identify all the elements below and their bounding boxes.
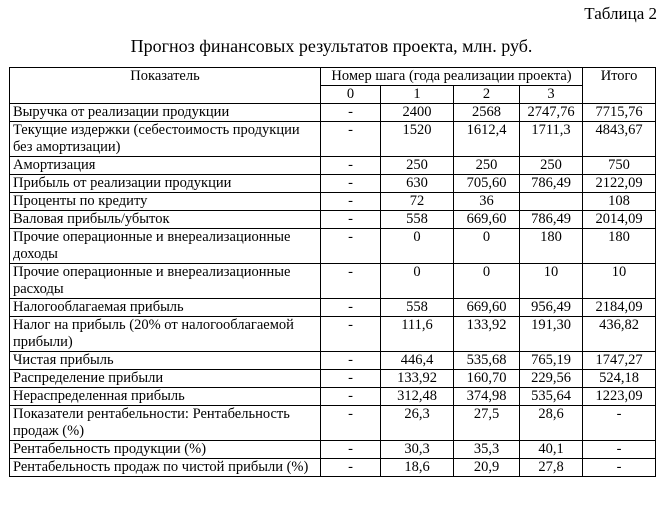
cell-step-1: 133,92 — [381, 370, 454, 388]
cell-step-1: 111,6 — [381, 317, 454, 352]
row-label: Рентабельность продаж по чистой прибыли (%) — [10, 459, 321, 477]
cell-total: 524,18 — [583, 370, 656, 388]
cell-step-1: 18,6 — [381, 459, 454, 477]
header-step-2: 2 — [454, 86, 520, 104]
cell-step-3: 27,8 — [520, 459, 583, 477]
cell-step-0: - — [321, 193, 381, 211]
cell-step-3: 40,1 — [520, 441, 583, 459]
cell-step-3: 765,19 — [520, 352, 583, 370]
cell-step-1: 312,48 — [381, 388, 454, 406]
cell-step-3: 28,6 — [520, 406, 583, 441]
cell-total: - — [583, 441, 656, 459]
cell-step-2: 160,70 — [454, 370, 520, 388]
cell-step-0: - — [321, 104, 381, 122]
row-label: Показатели рентабельности: Рентабельность продаж (%) — [10, 406, 321, 441]
cell-step-0: - — [321, 441, 381, 459]
cell-step-3: 191,30 — [520, 317, 583, 352]
header-step-3: 3 — [520, 86, 583, 104]
cell-total: 108 — [583, 193, 656, 211]
cell-step-0: - — [321, 370, 381, 388]
table-row — [10, 388, 656, 406]
row-label: Налогооблагаемая прибыль — [10, 299, 321, 317]
row-label: Текущие издержки (себестоимость продукции без амортизации) — [10, 122, 321, 157]
cell-step-2: 669,60 — [454, 211, 520, 229]
row-label: Чистая прибыль — [10, 352, 321, 370]
cell-total: 436,82 — [583, 317, 656, 352]
cell-total: 2014,09 — [583, 211, 656, 229]
table-row — [10, 157, 656, 175]
header-indicator: Показатель — [10, 68, 321, 104]
table-row — [10, 441, 656, 459]
cell-step-3 — [520, 193, 583, 211]
cell-step-0: - — [321, 157, 381, 175]
cell-step-3: 10 — [520, 264, 583, 299]
cell-step-0: - — [321, 211, 381, 229]
row-label: Распределение прибыли — [10, 370, 321, 388]
row-label: Прочие операционные и внереализационные доходы — [10, 229, 321, 264]
cell-total: 10 — [583, 264, 656, 299]
cell-step-1: 250 — [381, 157, 454, 175]
cell-step-1: 2400 — [381, 104, 454, 122]
table-row — [10, 229, 656, 264]
header-step-group: Номер шага (года реализации проекта) — [321, 68, 583, 86]
cell-step-1: 630 — [381, 175, 454, 193]
row-label: Амортизация — [10, 157, 321, 175]
cell-step-2: 669,60 — [454, 299, 520, 317]
cell-step-2: 0 — [454, 264, 520, 299]
cell-total: - — [583, 459, 656, 477]
table-row — [10, 406, 656, 441]
cell-step-0: - — [321, 459, 381, 477]
cell-step-1: 446,4 — [381, 352, 454, 370]
cell-step-3: 250 — [520, 157, 583, 175]
row-label: Рентабельность продукции (%) — [10, 441, 321, 459]
cell-step-3: 180 — [520, 229, 583, 264]
header-step-1: 1 — [381, 86, 454, 104]
header-step-0: 0 — [321, 86, 381, 104]
cell-step-2: 20,9 — [454, 459, 520, 477]
table-row — [10, 352, 656, 370]
cell-step-3: 535,64 — [520, 388, 583, 406]
cell-step-2: 1612,4 — [454, 122, 520, 157]
table-row — [10, 122, 656, 157]
table-body — [10, 104, 656, 477]
cell-step-1: 30,3 — [381, 441, 454, 459]
cell-step-1: 0 — [381, 264, 454, 299]
table-row — [10, 264, 656, 299]
cell-total: 750 — [583, 157, 656, 175]
cell-step-0: - — [321, 352, 381, 370]
cell-step-3: 229,56 — [520, 370, 583, 388]
cell-step-0: - — [321, 229, 381, 264]
header-total: Итого — [583, 68, 656, 104]
cell-step-3: 956,49 — [520, 299, 583, 317]
cell-step-1: 26,3 — [381, 406, 454, 441]
table-row — [10, 299, 656, 317]
row-label: Валовая прибыль/убыток — [10, 211, 321, 229]
cell-total: 180 — [583, 229, 656, 264]
cell-step-1: 1520 — [381, 122, 454, 157]
cell-step-1: 558 — [381, 299, 454, 317]
cell-step-3: 2747,76 — [520, 104, 583, 122]
cell-step-0: - — [321, 317, 381, 352]
table-row — [10, 211, 656, 229]
cell-total: - — [583, 406, 656, 441]
cell-step-0: - — [321, 299, 381, 317]
cell-step-2: 250 — [454, 157, 520, 175]
table-row — [10, 104, 656, 122]
cell-total: 2184,09 — [583, 299, 656, 317]
row-label: Прочие операционные и внереализационные расходы — [10, 264, 321, 299]
cell-total: 4843,67 — [583, 122, 656, 157]
cell-step-2: 374,98 — [454, 388, 520, 406]
cell-step-2: 36 — [454, 193, 520, 211]
cell-total: 2122,09 — [583, 175, 656, 193]
row-label: Проценты по кредиту — [10, 193, 321, 211]
cell-step-0: - — [321, 122, 381, 157]
cell-step-2: 27,5 — [454, 406, 520, 441]
cell-step-0: - — [321, 388, 381, 406]
cell-step-2: 535,68 — [454, 352, 520, 370]
row-label: Налог на прибыль (20% от налогооблагаемой прибыли) — [10, 317, 321, 352]
table-row — [10, 175, 656, 193]
cell-step-3: 786,49 — [520, 175, 583, 193]
table-row — [10, 459, 656, 477]
row-label: Выручка от реализации продукции — [10, 104, 321, 122]
cell-step-2: 2568 — [454, 104, 520, 122]
row-label: Прибыль от реализации продукции — [10, 175, 321, 193]
cell-step-1: 558 — [381, 211, 454, 229]
cell-step-2: 35,3 — [454, 441, 520, 459]
cell-step-0: - — [321, 175, 381, 193]
table-row — [10, 370, 656, 388]
table-caption: Таблица 2 — [584, 4, 657, 23]
table-title: Прогноз финансовых результатов проекта, млн. руб. — [130, 36, 533, 56]
cell-step-1: 0 — [381, 229, 454, 264]
cell-total: 1223,09 — [583, 388, 656, 406]
financial-results-table — [9, 67, 656, 477]
cell-step-1: 72 — [381, 193, 454, 211]
table-row — [10, 193, 656, 211]
cell-step-3: 786,49 — [520, 211, 583, 229]
cell-total: 7715,76 — [583, 104, 656, 122]
cell-step-0: - — [321, 406, 381, 441]
cell-total: 1747,27 — [583, 352, 656, 370]
cell-step-3: 1711,3 — [520, 122, 583, 157]
cell-step-2: 0 — [454, 229, 520, 264]
row-label: Нераспределенная прибыль — [10, 388, 321, 406]
cell-step-0: - — [321, 264, 381, 299]
cell-step-2: 133,92 — [454, 317, 520, 352]
cell-step-2: 705,60 — [454, 175, 520, 193]
table-row — [10, 317, 656, 352]
